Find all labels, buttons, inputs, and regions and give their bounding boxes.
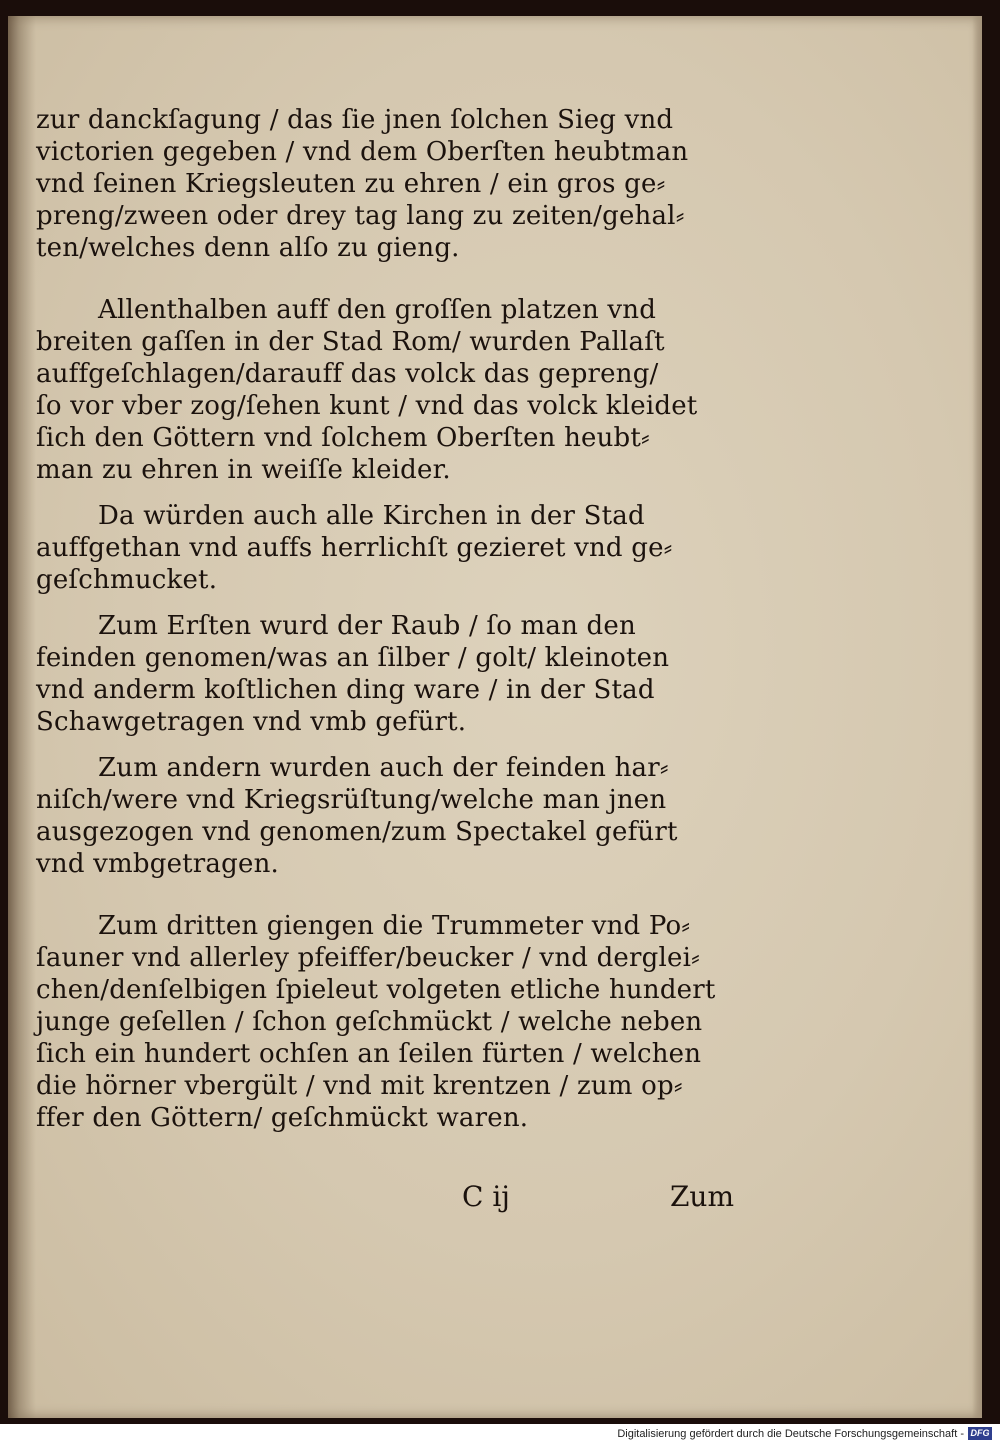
- text-line: Allenthalben auff den groſſen platzen vnd: [98, 295, 657, 325]
- text-line: ſich den Göttern vnd ſolchem Oberſten heubt⸗: [36, 423, 650, 453]
- text-line: ſauner vnd allerley pfeiffer/beucker / vnd derglei⸗: [36, 943, 700, 973]
- funding-credit: Digitalisierung gefördert durch die Deutsche Forschungsgemeinschaft -: [617, 1428, 964, 1440]
- text-line: vnd vmbgetragen.: [36, 849, 279, 879]
- text-line: auffgethan vnd auffs herrlichſt gezieret vnd ge⸗: [36, 533, 673, 563]
- paragraph-1: [36, 104, 736, 264]
- text-line: Zum dritten giengen die Trummeter vnd Po⸗: [98, 911, 691, 941]
- text-line: niſch/were vnd Kriegsrüſtung/welche man jnen: [36, 785, 667, 815]
- paragraph-5: [36, 752, 736, 880]
- text-line: Zum Erſten wurd der Raub / ſo man den: [98, 611, 636, 641]
- paragraph-2: [36, 294, 736, 486]
- page-footer-row: [36, 1180, 736, 1216]
- text-line: vnd anderm koſtlichen ding ware / in der Stad: [36, 675, 655, 705]
- text-line: breiten gaſſen in der Stad Rom/ wurden Pallaſt: [36, 327, 665, 357]
- text-line: ſich ein hundert ochſen an ſeilen fürten / welchen: [36, 1039, 702, 1069]
- text-line: vnd ſeinen Kriegsleuten zu ehren / ein gros ge⸗: [36, 169, 666, 199]
- text-line: preng/zween oder drey tag lang zu zeiten/gehal⸗: [36, 201, 685, 231]
- text-line: junge geſellen / ſchon geſchmückt / welche neben: [36, 1007, 703, 1037]
- paragraph-4: [36, 610, 736, 738]
- text-line: Schawgetragen vnd vmb gefürt.: [36, 707, 467, 737]
- page-edge: [972, 16, 982, 1418]
- dfg-logo-icon: DFG: [968, 1427, 992, 1440]
- digitization-footer: [0, 1424, 1000, 1444]
- text-line: die hörner vbergült / vnd mit krentzen / zum op⸗: [36, 1071, 683, 1101]
- text-line: Da würden auch alle Kirchen in der Stad: [98, 501, 645, 531]
- text-line: zur danckſagung / das ſie jnen ſolchen Sieg vnd: [36, 105, 674, 135]
- text-line: ten/welches denn alſo zu gieng.: [36, 233, 460, 263]
- paragraph-3: [36, 500, 736, 596]
- text-line: Zum andern wurden auch der feinden har⸗: [98, 753, 669, 783]
- catchword: Zum: [669, 1180, 734, 1213]
- text-line: ausgezogen vnd genomen/zum Spectakel gefürt: [36, 817, 678, 847]
- text-line: feinden genomen/was an ſilber / golt/ kleinoten: [36, 643, 670, 673]
- signature-mark: C ij: [462, 1180, 510, 1213]
- body-text: [36, 104, 736, 1134]
- paragraph-6: [36, 910, 736, 1134]
- text-line: ſo vor vber zog/ſehen kunt / vnd das volck kleidet: [36, 391, 698, 421]
- text-line: ffer den Göttern/ geſchmückt waren.: [36, 1103, 529, 1133]
- book-page: [8, 16, 982, 1418]
- text-line: chen/denſelbigen ſpieleut volgeten etliche hundert: [36, 975, 716, 1005]
- page-gutter-shadow: [8, 16, 36, 1418]
- text-line: victorien gegeben / vnd dem Oberſten heubtman: [36, 137, 689, 167]
- text-line: geſchmucket.: [36, 565, 218, 595]
- text-line: auffgeſchlagen/darauff das volck das gepreng/: [36, 359, 659, 389]
- text-line: man zu ehren in weiſſe kleider.: [36, 455, 451, 485]
